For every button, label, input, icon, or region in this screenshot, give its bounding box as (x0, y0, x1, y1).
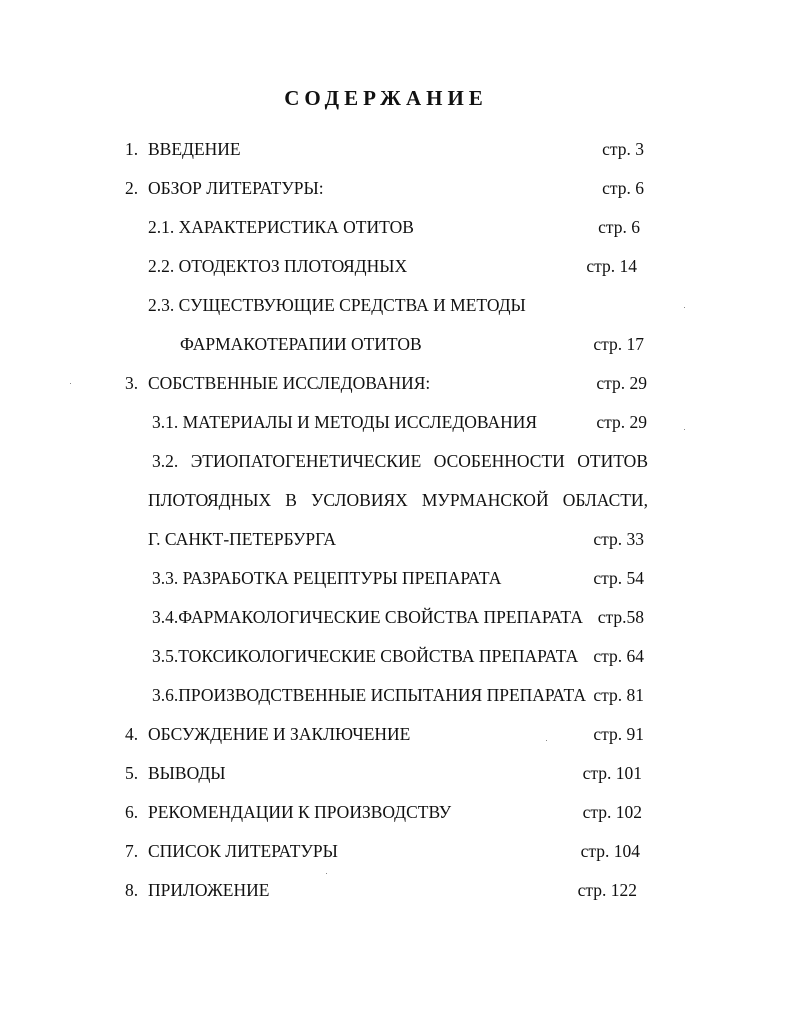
toc-page: стр. 14 (586, 256, 637, 276)
toc-title: 3.5.ТОКСИКОЛОГИЧЕСКИЕ СВОЙСТВА ПРЕПАРАТА (152, 646, 579, 666)
toc-page: стр. 33 (593, 529, 644, 549)
toc-title: ОБСУЖДЕНИЕ И ЗАКЛЮЧЕНИЕ (148, 724, 411, 744)
toc-entry-3-6 (0, 682, 792, 708)
toc-entry-3-2-line1 (0, 448, 792, 474)
toc-number: 3. (125, 373, 139, 393)
toc-page: стр. 17 (593, 334, 644, 354)
toc-entry-4 (0, 721, 792, 747)
toc-page: стр. 104 (580, 841, 640, 861)
toc-page: стр. 6 (602, 178, 644, 198)
toc-title: РЕКОМЕНДАЦИИ К ПРОИЗВОДСТВУ (148, 802, 452, 822)
toc-entry-8 (0, 877, 792, 903)
toc-title: СПИСОК ЛИТЕРАТУРЫ (148, 841, 338, 861)
toc-entry-2-2 (0, 253, 792, 279)
toc-page: стр. 29 (596, 412, 647, 432)
toc-title: 3.6.ПРОИЗВОДСТВЕННЫЕ ИСПЫТАНИЯ ПРЕПАРАТА (152, 685, 586, 705)
toc-number: 5. (125, 763, 139, 783)
toc-entry-7 (0, 838, 792, 864)
toc-entry-2 (0, 175, 792, 201)
page-title: СОДЕРЖАНИЕ (284, 86, 488, 110)
toc-number: 4. (125, 724, 139, 744)
toc-entry-3-5 (0, 643, 792, 669)
toc-entry-3-2-line3 (0, 526, 792, 552)
scan-speck (546, 740, 547, 741)
scan-speck (684, 307, 685, 308)
toc-page: стр. 3 (602, 139, 644, 159)
toc-title: ВЫВОДЫ (148, 763, 226, 783)
toc-title: 3.1. МАТЕРИАЛЫ И МЕТОДЫ ИССЛЕДОВАНИЯ (152, 412, 538, 432)
toc-title: ВВЕДЕНИЕ (148, 139, 241, 159)
scan-speck (684, 429, 685, 430)
toc-entry-3-4 (0, 604, 792, 630)
toc-entry-3 (0, 370, 792, 396)
toc-page: стр.58 (597, 607, 644, 627)
toc-page: стр. 91 (593, 724, 644, 744)
toc-title: 3.3. РАЗРАБОТКА РЕЦЕПТУРЫ ПРЕПАРАТА (152, 568, 502, 588)
toc-title: 2.3. СУЩЕСТВУЮЩИЕ СРЕДСТВА И МЕТОДЫ (148, 295, 526, 315)
toc-number: 6. (125, 802, 139, 822)
toc-word: МУРМАНСКОЙ (421, 490, 549, 510)
toc-page: стр. 101 (582, 763, 642, 783)
toc-number: 1. (125, 139, 139, 159)
toc-word: ОБЛАСТИ, (562, 490, 648, 510)
toc-page: стр. 6 (598, 217, 640, 237)
toc-number: 7. (125, 841, 139, 861)
toc-entry-6 (0, 799, 792, 825)
toc-title-continued: ФАРМАКОТЕРАПИИ ОТИТОВ (180, 334, 422, 354)
toc-word: УСЛОВИЯХ (311, 490, 408, 510)
toc-title: 2.2. ОТОДЕКТОЗ ПЛОТОЯДНЫХ (148, 256, 408, 276)
toc-entry-3-1 (0, 409, 792, 435)
toc-word: 3.2. (152, 451, 179, 471)
toc-title-continued: Г. САНКТ-ПЕТЕРБУРГА (148, 529, 337, 549)
toc-page: стр. 122 (577, 880, 637, 900)
toc-page: стр. 81 (593, 685, 644, 705)
toc-title-justified (148, 487, 648, 513)
toc-title: ПРИЛОЖЕНИЕ (148, 880, 270, 900)
toc-page: стр. 29 (596, 373, 647, 393)
toc-page: стр. 64 (593, 646, 644, 666)
toc-word: ЭТИОПАТОГЕНЕТИЧЕСКИЕ (190, 451, 422, 471)
toc-entry-1 (0, 136, 792, 162)
toc-title: ОБЗОР ЛИТЕРАТУРЫ: (148, 178, 324, 198)
scan-speck (70, 383, 71, 384)
toc-word: ОСОБЕННОСТИ (433, 451, 565, 471)
toc-entry-3-3 (0, 565, 792, 591)
toc-title: СОБСТВЕННЫЕ ИССЛЕДОВАНИЯ: (148, 373, 431, 393)
toc-title-justified (152, 448, 648, 474)
toc-word: В (285, 490, 297, 510)
toc-entry-5 (0, 760, 792, 786)
toc-word: ОТИТОВ (577, 451, 648, 471)
toc-number: 8. (125, 880, 139, 900)
toc-number: 2. (125, 178, 139, 198)
toc-page: стр. 54 (593, 568, 644, 588)
toc-entry-2-1 (0, 214, 792, 240)
toc-entry-3-2-line2 (0, 487, 792, 513)
toc-title: 2.1. ХАРАКТЕРИСТИКА ОТИТОВ (148, 217, 414, 237)
toc-entry-2-3-line2 (0, 331, 792, 357)
toc-page: стр. 102 (582, 802, 642, 822)
toc-title: 3.4.ФАРМАКОЛОГИЧЕСКИЕ СВОЙСТВА ПРЕПАРАТА (152, 607, 583, 627)
toc-word: ПЛОТОЯДНЫХ (148, 490, 272, 510)
toc-entry-2-3-line1 (0, 292, 792, 318)
scan-speck (326, 873, 327, 874)
